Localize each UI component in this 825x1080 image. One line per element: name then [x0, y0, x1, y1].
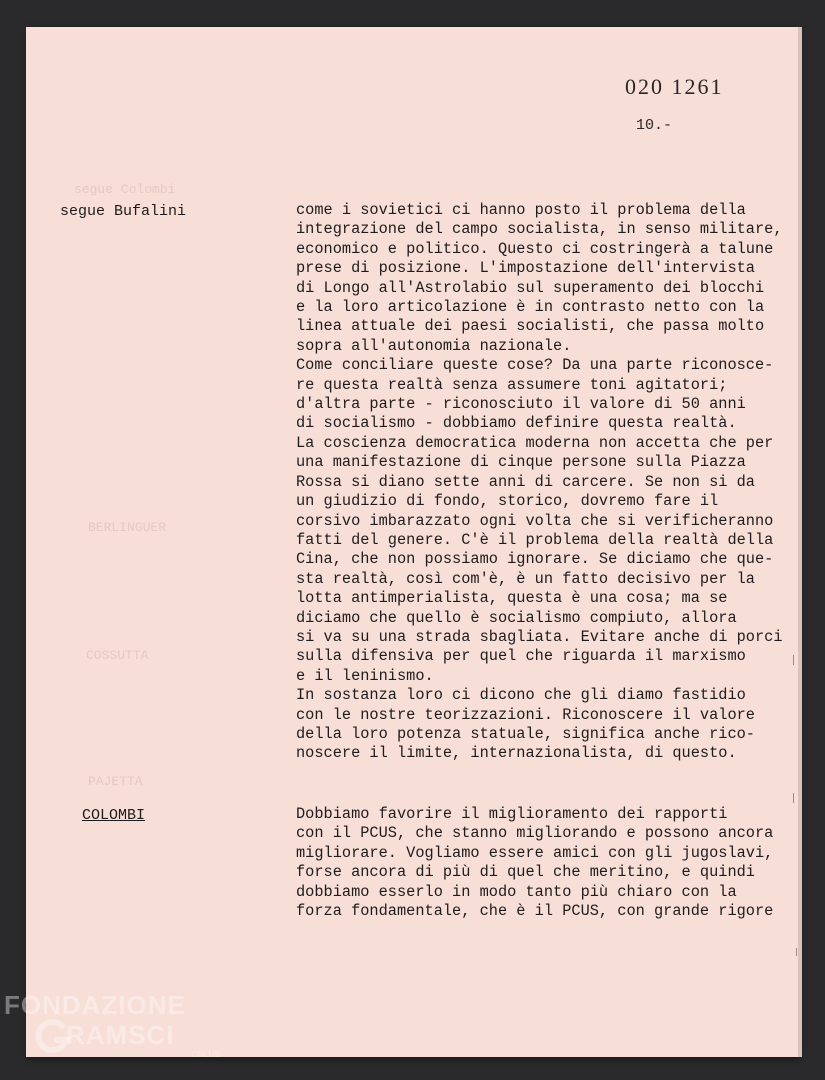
- text-line: Dobbiamo favorire il miglioramento dei rapporti: [296, 805, 728, 823]
- gramsci-logo-icon: [34, 1018, 70, 1054]
- text-line: e la loro articolazione è in contrasto netto con la: [296, 298, 765, 317]
- margin-mark: [793, 655, 794, 665]
- text-line: sta realtà, così com'è, è un fatto decisivo per la: [296, 569, 755, 588]
- text-line: diciamo che quello è socialismo compiuto, allora: [296, 608, 737, 627]
- watermark-line2: RAMSCI: [66, 1020, 175, 1050]
- text-line: Cina, che non possiamo ignorare. Se diciamo che que-: [296, 550, 774, 569]
- text-line: come i sovietici ci hanno posto il problema della: [296, 201, 746, 219]
- text-line: di Longo all'Astrolabio sul superamento dei blocchi: [296, 278, 765, 297]
- watermark-line1: FONDAZIONE: [4, 990, 186, 1020]
- text-line: dobbiamo esserlo in modo tanto più chiaro con la: [296, 882, 737, 901]
- text-line: d'altra parte - riconosciuto il valore di 50 anni: [296, 395, 746, 414]
- text-line: con il PCUS, che stanno migliorando e possono ancora: [296, 824, 774, 843]
- text-line: sulla difensiva per quel che riguarda il marxismo: [296, 647, 746, 666]
- text-line: corsivo imbarazzato ogni volta che si verificheranno: [296, 511, 774, 530]
- text-line: e il leninismo.: [296, 666, 434, 685]
- page-edge: [798, 27, 802, 1057]
- text-line: un giudizio di fondo, storico, dovremo fare il: [296, 492, 719, 511]
- watermark-suffix: ONLUS: [192, 1050, 220, 1059]
- text-line: re questa realtà senza assumere toni agitatori;: [296, 375, 728, 394]
- speaker-label-colombi: COLOMBI: [82, 807, 146, 824]
- text-line: linea attuale dei paesi socialisti, che passa molto: [296, 317, 765, 336]
- text-line: forse ancora di più di quel che meritino, e quindi: [296, 863, 755, 882]
- text-line: con le nostre teorizzazioni. Riconoscere il valore: [296, 705, 755, 724]
- ghost-label: PAJETTA: [88, 774, 143, 789]
- text-line: lotta antimperialista, questa è una cosa; ma se: [296, 589, 728, 608]
- text-line: Come conciliare queste cose? Da una parte riconosce-: [296, 356, 774, 375]
- ghost-label: BERLINGUER: [88, 520, 167, 535]
- text-line: fatti del genere. C'è il problema della realtà della: [296, 530, 774, 549]
- speech-text-bufalini: [296, 201, 796, 764]
- archive-number: 020 1261: [625, 74, 724, 99]
- text-line: forza fondamentale, che è il PCUS, con grande rigore: [296, 902, 774, 921]
- text-line: economico e politico. Questo ci costringerà a talune: [296, 239, 774, 258]
- speech-text-colombi: [296, 805, 796, 921]
- text-line: si va su una strada sbagliata. Evitare anche di porci: [296, 627, 783, 646]
- ghost-label: COSSUTTA: [86, 648, 149, 663]
- text-line: Rossa si diano sette anni di carcere. Se non si da: [296, 472, 755, 491]
- text-line: migliorare. Vogliamo essere amici con gli jugoslavi,: [296, 843, 774, 862]
- ghost-label: segue Colombi: [74, 182, 176, 197]
- text-line: noscere il limite, internazionalista, di questo.: [296, 744, 737, 763]
- text-line: In sostanza loro ci dicono che gli diamo fastidio: [296, 686, 746, 705]
- text-line: prese di posizione. L'impostazione dell'intervista: [296, 259, 755, 278]
- fondazione-gramsci-watermark: [4, 990, 224, 1070]
- speaker-label-bufalini: segue Bufalini: [60, 203, 187, 220]
- text-line: di socialismo - dobbiamo definire questa realtà.: [296, 414, 737, 433]
- text-line: La coscienza democratica moderna non accetta che per: [296, 433, 774, 452]
- text-line: una manifestazione di cinque persone sulla Piazza: [296, 453, 746, 472]
- page-number: 10.-: [636, 117, 673, 134]
- text-line: integrazione del campo socialista, in senso militare,: [296, 220, 783, 239]
- margin-mark: [793, 793, 794, 803]
- text-line: della loro potenza statuale, significa anche rico-: [296, 724, 755, 743]
- margin-mark: [796, 948, 797, 956]
- text-line: sopra all'autonomia nazionale.: [296, 336, 572, 355]
